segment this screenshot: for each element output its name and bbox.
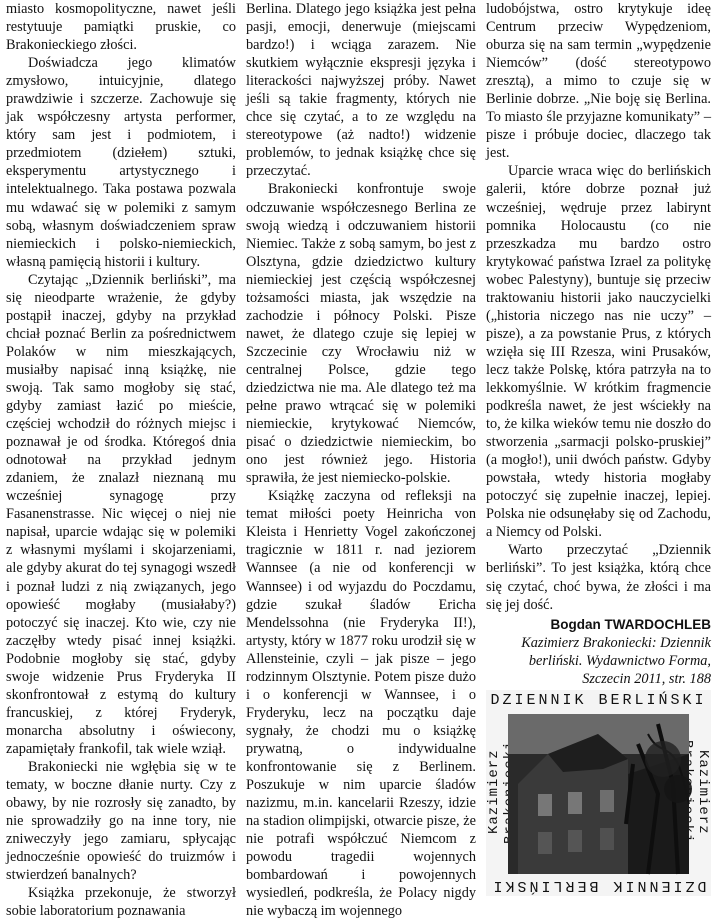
cover-title-top: DZIENNIK BERLIŃSKI	[490, 692, 707, 709]
paragraph: Książka przekonuje, że stworzył sobie laboratorium poznawania	[6, 885, 236, 920]
paragraph: Doświadcza jego klimatów zmysłowo, intuicyjnie, dlatego prawdziwie i szczerze. Zachowuje się jak współczesny artysta performer, który sam jest i podmiotem, i przedmiotem (dziełem) sztuki, eksperymentu artystycznego i intelektualnego. Taka postawa pozwala mu wdawać się w polemiki z samym sobą, własnym doświadczeniem spraw niemieckich i polsko-niemieckich, własną pamięcią historii i kultury.	[6, 55, 236, 270]
text-column-2	[246, 0, 476, 920]
cover-author-right: Kazimierz	[695, 749, 711, 835]
paragraph: ludobójstwa, ostro krytykuje ideę Centrum przeciw Wypędzeniom, oburza się na sam termin „wypędzenie Niemców” (dość stereotypowo zresztą), a mimo to czuje się w Berlinie dobrze. „Nie boję się Berlina. To miasto śle przyjazne komunikaty” – pisze i próbuje dociec, dlaczego tak jest.	[486, 1, 711, 162]
paragraph: Brakoniecki konfrontuje swoje odczuwanie współczesnego Berlina ze swoją wiedzą i odczuwaniem historii Niemiec. Także z sobą samym, bo jest z Olsztyna, gdzie dziedzictwo kultury niemieckiej jest częścią współczesnej tożsamości miasta, jak wszędzie na zachodzie i północy Polski. Pisze nawet, że dlatego czuje się lepiej w Szczecinie czy Wrocławiu niż w centralnej Polsce, gdzie tego dziedzictwa nie ma. Ale dlatego też ma pełne prawo wtrącać się w polemiki niemieckie, krytykować Niemców, pisać o dziedzictwie niemieckim, bo ono jest również jego. Historia sprawiła, że jest niemiecko-polskie.	[246, 181, 476, 487]
paragraph: Uparcie wraca więc do berlińskich galerii, które dobrze poznał już wcześniej, wędruje przez labirynt pomnika Holocaustu (co nie przeszkadza mu bardzo ostro krytykować państwa Izrael za politykę wobec Palestyny), buntuje się przeciw traktowaniu historii jako nauczycielki („historia niczego nas nie uczy” – pisze), a za powstanie Prus, z których wzięła się III Rzesza, wini Prusaków, lecz także Polskę, która patrzyła na to lekkomyślnie. W krótkim fragmencie podkreśla nawet, że jest wściekły na to, że kilka wieków temu nie doszło do stworzenia „sarmacji polsko-pruskiej” (a mogło!), unii dwóch państw. Gdyby powstała, wtedy historia mogłaby potoczyć się zupełnie inaczej, lepiej. Polska nie odsunęłaby się od Zachodu, a Niemcy od Polski.	[486, 163, 711, 541]
paragraph: Berlina. Dlatego jego książka jest pełna pasji, emocji, denerwuje (miejscami bardzo!) i wciąga zarazem. Nie skutkiem wyłącznie ekspresji języka i literackości najwyższej próby. Nawet jeśli są takie fragmenty, których nie chce się czytać, a to ze względu na stereotypowe (aż nadto!) widzenie problemów, to jednak książkę chce się przeczytać.	[246, 1, 476, 180]
cover-author-left: Kazimierz	[486, 749, 502, 835]
cover-title-bottom: DZIENNIK BERLIŃSKI	[490, 877, 707, 894]
paragraph: miasto kosmopolityczne, nawet jeśli restytuuje pamiątki pruskie, co Brakonieckiego złości.	[6, 1, 236, 54]
paragraph: Książkę zaczyna od refleksji na temat miłości poety Heinricha von Kleista i Henrietty Vogel zakończonej tragicznie w 1811 r. nad jeziorem Wannsee (a nie od konferencji w Wannsee) i od wyjazdu do Poczdamu, gdzie szukał śladów Ericha Mendelssohna (nie Fryderyka II!), artysty, który w 1877 roku urodził się w Allensteinie, czyli – jak pisze – jego rodzinnym Olsztynie. Potem pisze dużo i o konferencji w Wannsee, i o Fryderyku, lecz na początku daje sygnały, że chodzi mu o książkę prywatną, o indywidualne konfrontowanie się z Berlinem. Poszukuje w nim uparcie śladów nazizmu, m.in. kancelarii Rzeszy, idzie na stadion olimpijski, otwarcie pisze, że nie potrafi współczuć Niemcom z powodu tragedii wojennych bombardowań i powojennych wysiedleń, podkreśla, że Polacy nigdy nie wybaczą im wojennego	[246, 488, 476, 920]
paragraph: Warto przeczytać „Dziennik berliński”. To jest książka, którą chce się czytać, choć bywa, że złości i ma się jej dość.	[486, 542, 711, 613]
paragraph: Czytając „Dziennik berliński”, ma się nieodparte wrażenie, że gdyby postąpił inaczej, gdyby na przykład chciał poznać Berlin za pośrednictwem Polaków w nim mieszkających, musiałby napisać inną książkę, nie swoją. Tak samo mogłoby się stać, gdyby zamiast łazić po mieście, częściej wchodził do różnych miejsc i poznawał je od środka. Któregoś dnia odnotował na przykład jednym zdaniem, że znalazł nieznaną mu wcześniej synagogę przy Fasanenstrasse. Nic więcej o niej nie napisał, uparcie wdając się w polemiki z własnymi myślami i skojarzeniami, ale gdyby akurat do tej synagogi wszedł i poznał ludzi z nią związanych, jego opowieść mogłaby (musiałaby?) potoczyć się inaczej. Kto wie, czy nie zaczęłby wtedy pisać innej książki. Podobnie mogłoby się stać, gdyby swoje widzenie Prus Fryderyka II skonfrontował z estymą do kultury francuskiej, z której Fryderyk, monarcha absolutny i oświecony, zapamiętały frankofil, tak wiele wziął.	[6, 271, 236, 757]
text-column-1	[6, 0, 236, 920]
book-cover-image	[486, 690, 711, 896]
paragraph: Brakoniecki nie wgłębia się w te tematy, w boczne dłanie nurty. Czy z obawy, by nie rozrosły się zanadto, by nie sprowadziły go na inne tory, nie zniweczyły jego zamiaru, spłycając jednocześnie opowieść do truizmów i stwierdzeń banalnych?	[6, 758, 236, 884]
book-bibliography: Kazimierz Brakoniecki: Dziennik berliński. Wydawnictwo Forma, Szczecin 2011, str. 188	[521, 634, 711, 687]
cover-photo-building	[508, 714, 689, 874]
article-author: Bogdan TWARDOCHLEB	[550, 616, 711, 632]
